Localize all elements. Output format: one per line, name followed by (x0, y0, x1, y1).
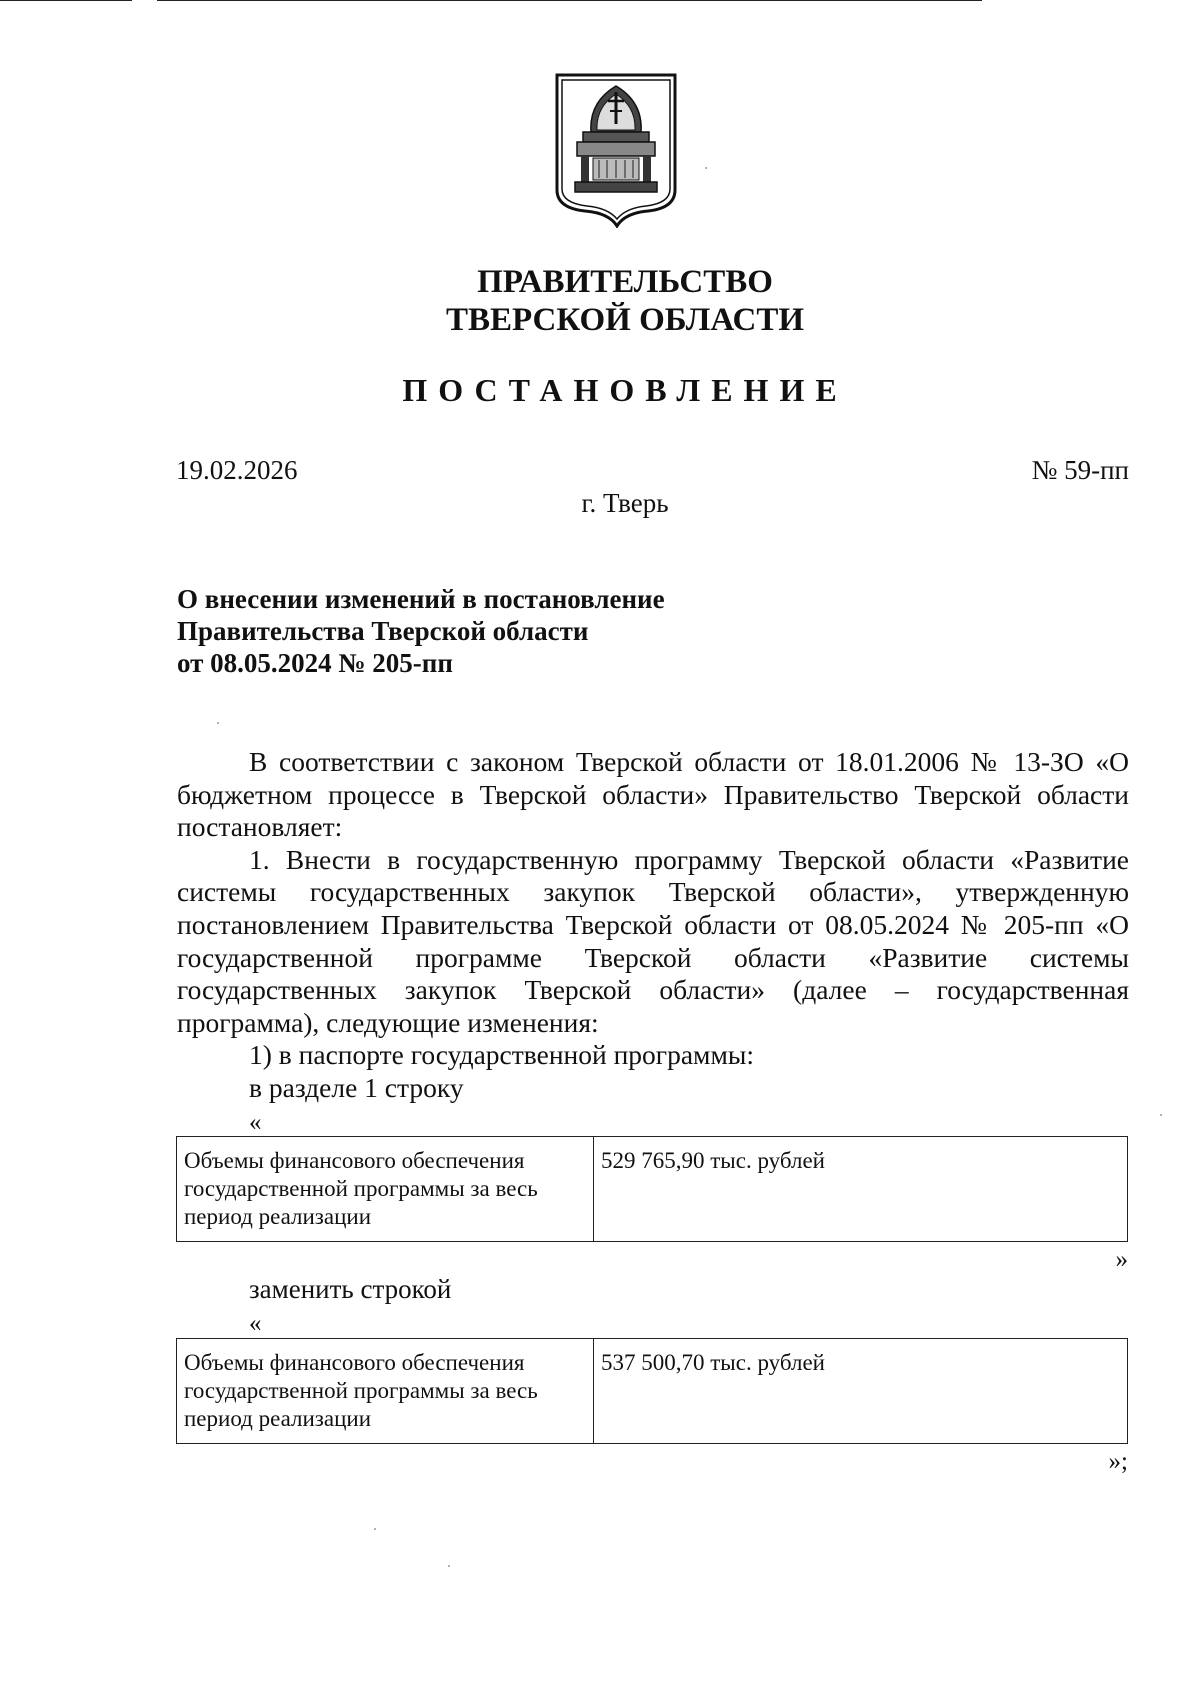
passport-row-table-new (176, 1338, 1128, 1444)
table-cell-value: 537 500,70 тыс. рублей (594, 1339, 1128, 1444)
subject-line-3: от 08.05.2024 № 205-пп (177, 648, 453, 678)
scan-speck (374, 1528, 376, 1530)
body-paragraph-2: 1. Внести в государственную программу Тверской области «Развитие системы государственных закупок Тверской области», утвержденную постановлением Правительства Тверской области от 08.05.2024 № 205-пп «О государственной программе Тверской области «Развитие системы государственных закупок Тверской области» (далее – государственная программа), следующие изменения: (177, 843, 1129, 1038)
quote-close-2: »; (1108, 1448, 1128, 1475)
scan-edge-line-left (0, 0, 132, 1)
passport-row-table-old (176, 1136, 1128, 1242)
quote-open-2: « (249, 1310, 262, 1337)
scan-speck (1160, 1114, 1162, 1116)
table-cell-label: Объемы финансового обеспечения государственной программы за весь период реализации (177, 1339, 594, 1444)
table-row (177, 1137, 1128, 1242)
tver-coat-of-arms-icon (553, 72, 679, 228)
document-number: № 59-пп (1031, 455, 1129, 485)
body-paragraph-1: В соответствии с законом Тверской области от 18.01.2006 № 13-ЗО «О бюджетном процессе в Тверской области» Правительство Тверской области постановляет: (177, 746, 1129, 843)
document-city: г. Тверь (581, 488, 669, 518)
scan-edge-line-right (157, 0, 982, 1)
subject-line-2: Правительства Тверской области (177, 616, 589, 646)
document-subject (177, 583, 665, 679)
authority-line-2: ТВЕРСКОЙ ОБЛАСТИ (445, 302, 805, 338)
scan-speck (217, 722, 219, 724)
document-type-title: ПОСТАНОВЛЕНИЕ (402, 372, 848, 408)
document-date: 19.02.2026 (176, 455, 298, 485)
authority-line-1: ПРАВИТЕЛЬСТВО (477, 264, 773, 300)
table-cell-label: Объемы финансового обеспечения государственной программы за весь период реализации (177, 1137, 594, 1242)
quote-open-1: « (249, 1109, 262, 1136)
coat-of-arms-emblem (553, 72, 679, 228)
body-item-1: 1) в паспорте государственной программы: (249, 1039, 754, 1071)
document-body (177, 746, 1129, 1105)
issuing-authority (0, 263, 1200, 339)
scan-speck (448, 1565, 450, 1567)
table-row (177, 1339, 1128, 1444)
replace-instruction: заменить строкой (249, 1274, 452, 1304)
quote-close-1: » (1115, 1246, 1128, 1273)
scan-speck (705, 167, 707, 169)
table-cell-value: 529 765,90 тыс. рублей (594, 1137, 1128, 1242)
body-item-1-sub: в разделе 1 строку (249, 1071, 464, 1103)
subject-line-1: О внесении изменений в постановление (177, 584, 665, 614)
